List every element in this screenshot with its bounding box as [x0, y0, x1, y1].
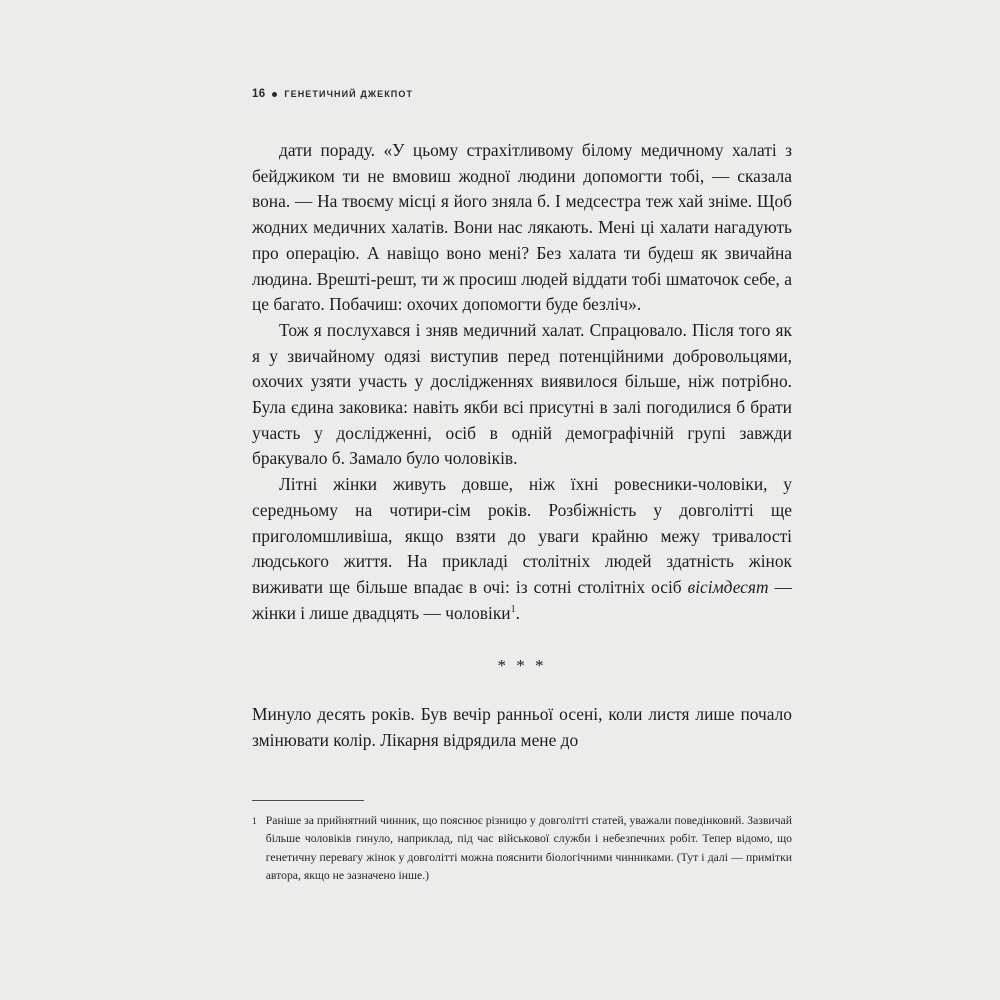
footnote-area: [252, 800, 792, 885]
page-number: 16: [252, 88, 266, 100]
page-content: [252, 88, 792, 754]
paragraph-text: Літні жінки живуть довше, ніж їхні ровесники-чоловіки, у середньому на чотири-сім років. Розбіжність у довголітті ще приголомшливіша, якщо взяти до уваги крайню межу тривалості людського життя. На прикладі столітніх людей здатність жінок виживати ще більше впадає в очі: із сотні столітніх осіб: [252, 474, 792, 597]
footnote-divider: [252, 800, 364, 801]
book-title-header: ГЕНЕТИЧНИЙ ДЖЕКПОТ: [284, 89, 414, 99]
paragraph-text-tail: — жінки і лише двадцять — чоловіки: [252, 576, 792, 623]
section-break: * * *: [497, 656, 547, 676]
emphasis-text: вісімдесят: [687, 576, 769, 597]
running-head: [252, 88, 792, 100]
paragraph: Минуло десять років. Був вечір ранньої осені, коли листя лише почало змінювати колір. Лікарня відрядила мене до: [252, 704, 792, 751]
body-text: [252, 138, 792, 754]
footnote: [252, 812, 792, 885]
paragraph: Тож я послухався і зняв медичний халат. Спрацювало. Після того як я у звичайному одязі виступив перед потенційними добровольцями, охочих узяти участь у дослідженнях виявилося більше, ніж потрібно. Була єдина заковика: навіть якби всі присутні в залі погодилися б брати участь у дослідженні, осіб в одній демографічній групі завжди бракувало б. Замало було чоловіків.: [252, 319, 792, 469]
paragraph-text-end: .: [515, 602, 520, 623]
paragraph: [252, 472, 792, 626]
bullet-icon: [272, 92, 277, 97]
paragraph: дати пораду. «У цьому страхітливому білому медичному халаті з бейджиком ти не вмовиш жодної людини допомогти тобі, — сказала вона. — На твоєму місці я його зняла б. І медсестра теж хай зніме. Щоб жодних медичних халатів. Вони нас лякають. Мені ці халати нагадують про операцію. А навіщо воно мені? Без халата ти будеш як звичайна людина. Врешті-решт, ти ж просиш людей віддати тобі шматочок себе, а це багато. Побачиш: охочих допомогти буде безліч».: [252, 140, 792, 315]
footnote-marker: 1: [252, 817, 257, 827]
footnote-reference[interactable]: 1: [510, 603, 516, 615]
footnote-text: Раніше за прийнятний чинник, що пояснює різницю у довголітті статей, уважали поведінковий. Зазвичай більше чоловіків гинуло, наприклад, під час військової служби і небезпечних робіт. Тепер відомо, що генетичну перевагу жінок у довголітті можна пояснити біологічними чинниками. (Тут і далі — примітки автора, якщо не зазначено інше.): [265, 814, 792, 882]
